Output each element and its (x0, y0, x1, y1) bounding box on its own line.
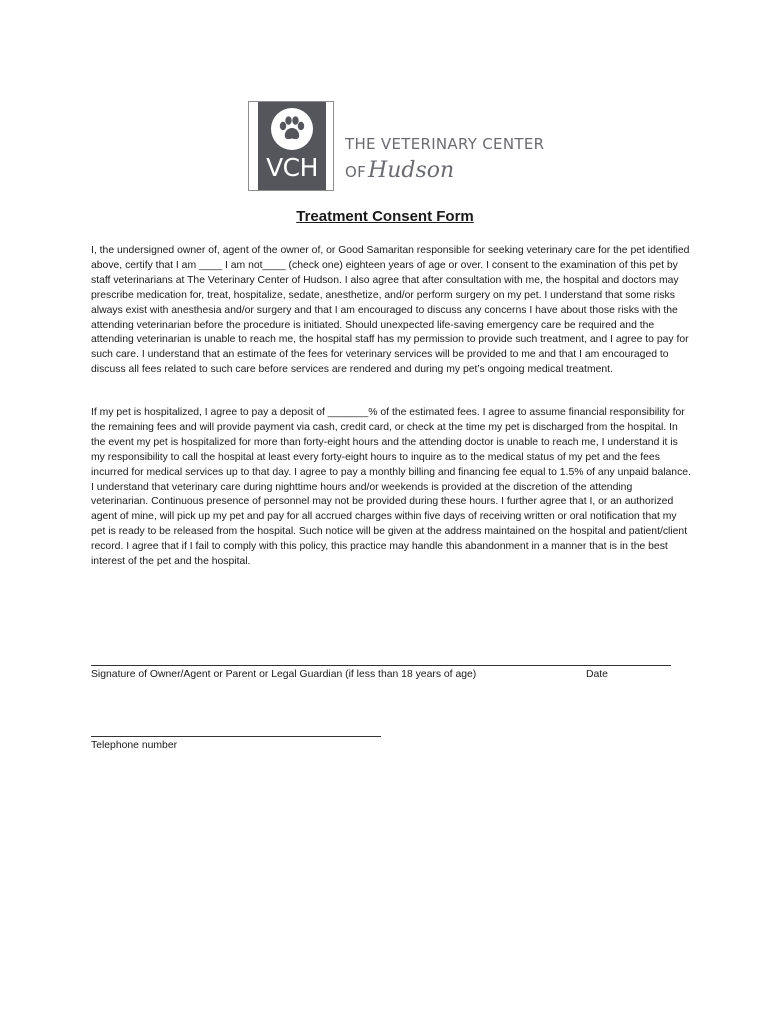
signature-label: Signature of Owner/Agent or Parent or Legal Guardian (if less than 18 years of age) (91, 669, 477, 680)
form-title: Treatment Consent Form (296, 208, 474, 225)
logo-emblem-panel (258, 102, 326, 190)
logo-name-line2 (345, 158, 454, 183)
paw-icon (271, 108, 313, 150)
telephone-line[interactable] (91, 736, 381, 737)
signature-line[interactable] (91, 665, 671, 666)
vch-logo (248, 101, 545, 193)
logo-script-text: Hudson (368, 158, 455, 183)
consent-paragraph-2: If my pet is hospitalized, I agree to pay a deposit of _______% of the estimated fees. I agree to assume financial responsibility for the remaining fees and will provide payment via cash, credit card, or check at the time my pet is discharged from the hospital. In the event my pet is hospitalized for more than forty-eight hours and the attending doctor is unable to reach me, I understand it is my responsibility to call the hospital at least every forty-eight hours to inquire as to the medical status of my pet and the fees incurred for medical services up to that day. I agree to pay a monthly billing and financing fee equal to 1.5% of any unpaid balance. I understand that veterinary care during nighttime hours and/or weekends is provided at the discretion of the attending veterinarian. Continuous presence of personnel may not be provided during these hours. I further agree that I, or an authorized agent of mine, will pick up my pet and pay for all accrued charges within five days of receiving written or oral notification that my pet is ready to be released from the hospital. Such notice will be given at the address maintained on the hospital and patient/client record. I agree that if I fail to comply with this policy, this practice may handle this abandonment in a manner that is in the best interest of the pet and the hospital. (91, 407, 691, 568)
logo-initials: VCH (266, 153, 318, 182)
telephone-label: Telephone number (91, 740, 178, 751)
logo-emblem (248, 101, 334, 191)
consent-paragraph-1: I, the undersigned owner of, agent of the owner of, or Good Samaritan responsible for seeking veterinary care for the pet identified above, certify that I am ____ I am not____ (check one) eighteen years of age or over. I consent to the examination of this pet by staff veterinarians at The Veterinary Center of Hudson. I also agree that after consultation with me, the hospital and doctors may prescribe medication for, treat, hospitalize, sedate, anesthetize, and/or perform surgery on my pet. I understand that some risks always exist with anesthesia and/or surgery and that I am encouraged to discuss any concerns I have about those risks with the attending veterinarian before the procedure is initiated. Should unexpected life-saving emergency care be required and the attending veterinarian is unable to reach me, the hospital staff has my permission to provide such treatment, and I agree to pay for such care. I understand that an estimate of the fees for veterinary services will be provided to me and that I am encouraged to discuss all fees related to such care before services are rendered and during my pet’s ongoing medical treatment. (91, 245, 690, 376)
logo-name-line1: THE VETERINARY CENTER (345, 135, 545, 153)
logo-of-text: OF (345, 163, 367, 181)
date-label: Date (586, 669, 608, 680)
